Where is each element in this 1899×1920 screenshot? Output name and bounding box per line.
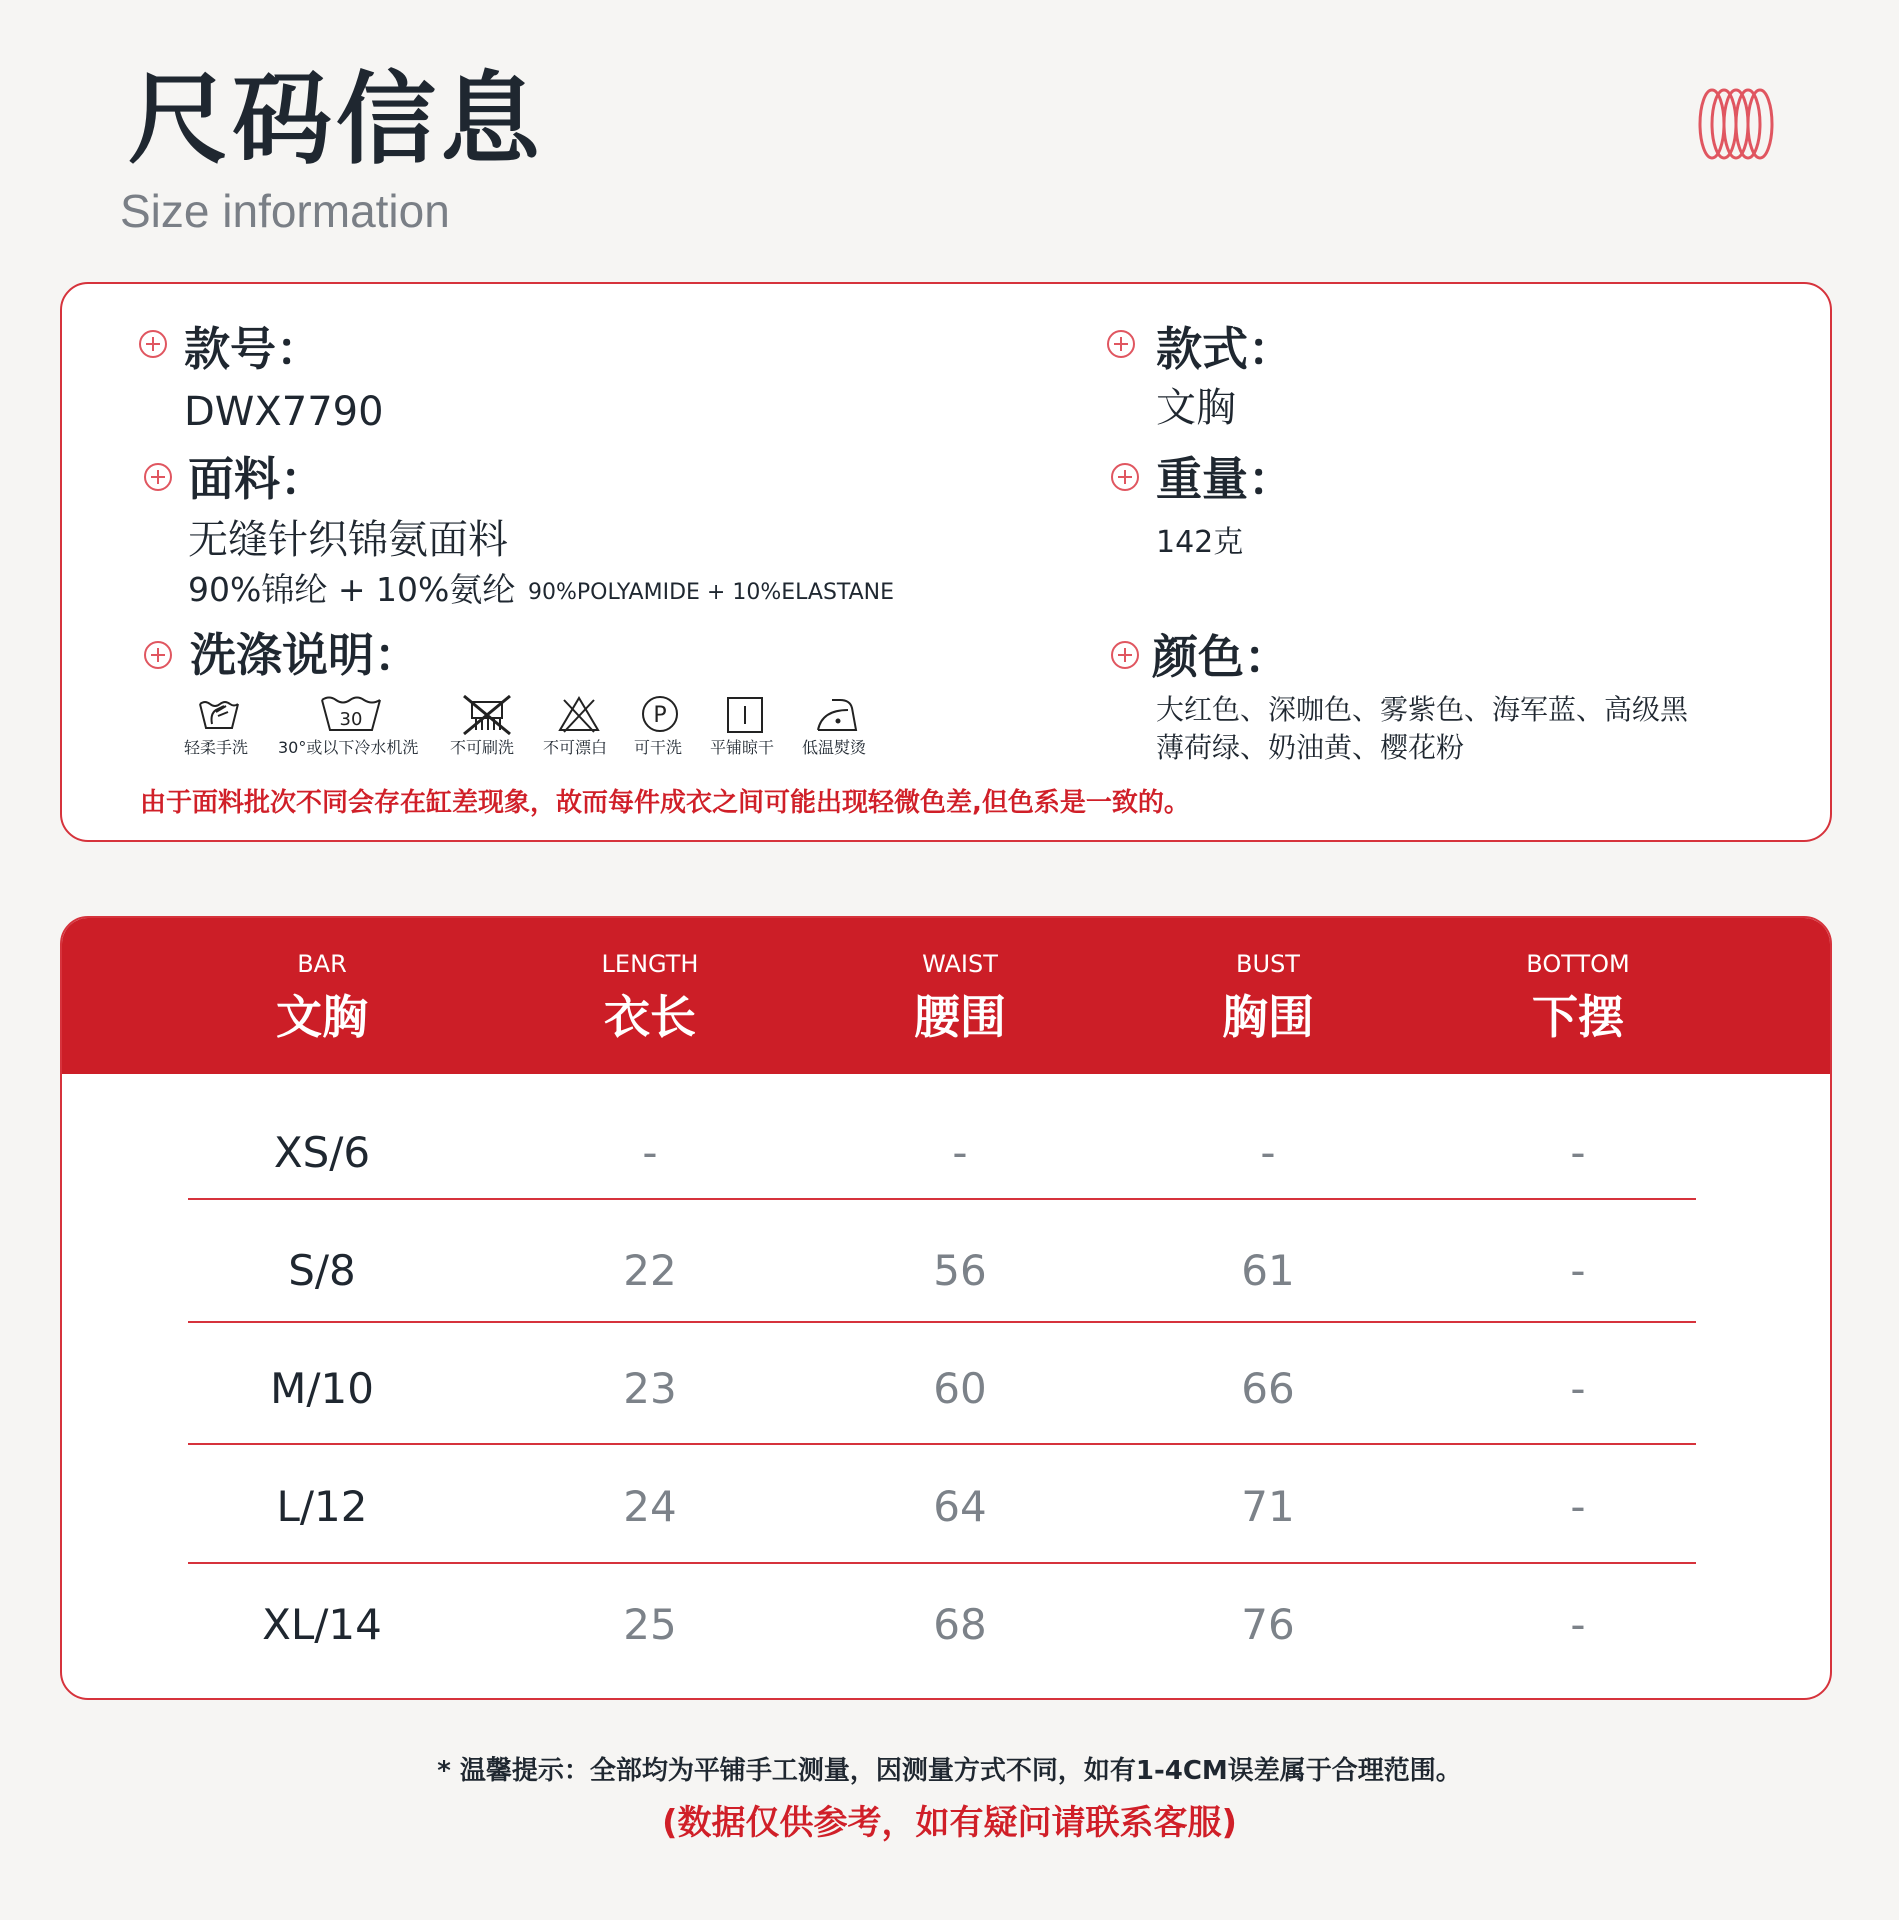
- brand-rings-logo: [1696, 84, 1776, 164]
- weight-value: 142克: [1156, 525, 1244, 560]
- care-label: 低温熨烫: [802, 738, 867, 757]
- fabric-label: 面料：: [188, 452, 326, 506]
- no-bleach-icon: [556, 694, 602, 734]
- cell-bottom: -: [1570, 1482, 1586, 1531]
- cell-length: 22: [623, 1246, 677, 1295]
- colors-line-1: 大红色、深咖色、雾紫色、海军蓝、高级黑: [1156, 693, 1689, 726]
- reference-disclaimer: (数据仅供参考，如有疑问请联系客服): [661, 1803, 1238, 1843]
- cell-waist: 68: [933, 1600, 987, 1649]
- hand-wash-icon: [196, 694, 242, 734]
- cell-bust: -: [1260, 1128, 1276, 1177]
- dry-clean-p-icon: [637, 694, 683, 734]
- row-divider: [188, 1562, 1696, 1564]
- care-label: 平铺晾干: [710, 738, 775, 757]
- weight-label: 重量：: [1156, 452, 1294, 506]
- page-title: 尺码信息: [128, 61, 544, 178]
- plus-circle-icon: [143, 462, 173, 492]
- care-label: 不可漂白: [543, 738, 608, 757]
- care-label: 可干洗: [634, 738, 683, 757]
- low-iron-icon: [814, 694, 860, 734]
- plus-circle-icon: [1110, 462, 1140, 492]
- garment-type-label: 款式：: [1156, 322, 1294, 376]
- header-en-waist: WAIST: [922, 950, 998, 978]
- page-subtitle: Size information: [120, 185, 450, 237]
- row-size-label: S/8: [288, 1246, 356, 1295]
- cell-bust: 71: [1241, 1482, 1295, 1531]
- plus-circle-icon: [138, 329, 168, 359]
- machine-wash-30-icon: [318, 692, 384, 734]
- wash-instructions-label: 洗涤说明：: [190, 628, 420, 682]
- header-en-bottom: BOTTOM: [1526, 950, 1630, 978]
- row-size-label: XS/6: [273, 1128, 371, 1177]
- cell-length: -: [642, 1128, 658, 1177]
- row-size-label: M/10: [270, 1364, 374, 1413]
- row-divider: [188, 1443, 1696, 1445]
- svg-text:P: P: [653, 703, 667, 728]
- cell-bottom: -: [1570, 1246, 1586, 1295]
- cell-length: 24: [623, 1482, 677, 1531]
- header-cn-length: 衣长: [604, 990, 696, 1044]
- style-no-label: 款号：: [184, 322, 322, 376]
- row-size-label: L/12: [276, 1482, 368, 1531]
- flat-dry-icon: [722, 694, 768, 734]
- no-brush-icon: [460, 692, 514, 736]
- fabric-composition-en: 90%POLYAMIDE + 10%ELASTANE: [528, 580, 895, 605]
- colors-line-2: 薄荷绿、奶油黄、樱花粉: [1156, 731, 1465, 764]
- care-label: 30°或以下冷水机洗: [278, 738, 419, 757]
- cell-length: 23: [623, 1364, 677, 1413]
- header-en-bar: BAR: [297, 950, 347, 978]
- cell-bust: 61: [1241, 1246, 1295, 1295]
- measurement-tip: * 温馨提示：全部均为平铺手工测量，因测量方式不同，如有1-4CM误差属于合理范围。: [437, 1756, 1462, 1786]
- row-size-label: XL/14: [262, 1600, 382, 1649]
- cell-waist: 60: [933, 1364, 987, 1413]
- cell-bottom: -: [1570, 1364, 1586, 1413]
- row-divider: [188, 1321, 1696, 1323]
- garment-type-value: 文胸: [1156, 385, 1236, 431]
- style-no-value: DWX7790: [184, 389, 384, 435]
- svg-text:30: 30: [339, 709, 363, 730]
- care-label: 轻柔手洗: [184, 738, 249, 757]
- plus-circle-icon: [1110, 640, 1140, 670]
- header-cn-waist: 腰围: [914, 990, 1006, 1044]
- header-cn-bottom: 下摆: [1532, 990, 1624, 1044]
- header-cn-bust: 胸围: [1222, 990, 1314, 1044]
- color-variance-notice: 由于面料批次不同会存在缸差现象，故而每件成衣之间可能出现轻微色差,但色系是一致的。: [140, 788, 1190, 818]
- size-table: [60, 916, 1832, 1700]
- row-divider: [188, 1198, 1696, 1200]
- cell-waist: 64: [933, 1482, 987, 1531]
- cell-bottom: -: [1570, 1600, 1586, 1649]
- plus-circle-icon: [1106, 329, 1136, 359]
- cell-length: 25: [623, 1600, 677, 1649]
- plus-circle-icon: [143, 640, 173, 670]
- cell-bottom: -: [1570, 1128, 1586, 1177]
- fabric-value: 无缝针织锦氨面料: [188, 517, 508, 563]
- cell-waist: -: [952, 1128, 968, 1177]
- color-label: 颜色：: [1152, 630, 1290, 684]
- cell-bust: 66: [1241, 1364, 1295, 1413]
- care-label: 不可刷洗: [450, 738, 515, 757]
- cell-bust: 76: [1241, 1600, 1295, 1649]
- header-en-bust: BUST: [1236, 950, 1300, 978]
- cell-waist: 56: [933, 1246, 987, 1295]
- header-en-length: LENGTH: [601, 950, 699, 978]
- fabric-composition-cn: 90%锦纶 + 10%氨纶: [188, 570, 516, 609]
- header-cn-bar: 文胸: [276, 990, 368, 1044]
